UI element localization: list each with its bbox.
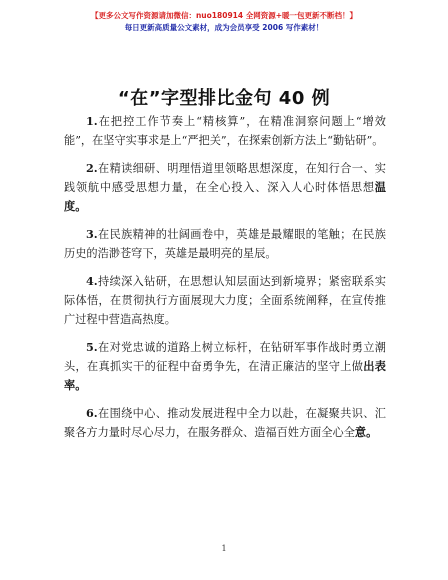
paragraph-text: 在民族精神的壮阔画卷中，英雄是最耀眼的笔触；在民族历史的浩渺苍穹下，英雄是最明亮的星辰。 [64, 228, 386, 260]
page-number: 1 [221, 544, 227, 553]
paragraph-tail: 温度。 [64, 180, 386, 213]
paragraph-2 [64, 159, 386, 216]
paragraph-4 [64, 272, 386, 329]
paragraph-number: 5. [86, 340, 98, 354]
document-body [64, 112, 386, 451]
paragraph-1 [64, 112, 386, 150]
banner-line-1: 【更多公文写作资源请加微信：nuo180914 全网资源+暖一包更新不断档！】 [90, 11, 358, 20]
paragraph-number: 3. [86, 227, 98, 241]
paragraph-number: 2. [86, 161, 98, 175]
page-title: “在”字型排比金句 40 例 [117, 88, 331, 109]
paragraph-number: 1. [86, 114, 98, 128]
paragraph-5 [64, 338, 386, 395]
paragraph-tail: 意。 [354, 425, 378, 439]
paragraph-number: 6. [86, 406, 98, 420]
paragraph-number: 4. [86, 274, 98, 288]
paragraph-text: 在把控工作节奏上“精核算”，在精准洞察问题上“增效能”，在坚守实事求是上“严把关”，在探索创新方法上“勤钻研”。 [64, 115, 386, 147]
paragraph-tail: 出表率。 [64, 359, 386, 392]
paragraph-text: 在精读细研、明理悟道里领略思想深度，在知行合一、实践领航中感受思想力量，在全心投入、深入人心时体悟思想 [64, 162, 386, 194]
banner-line-2: 每日更新高质量公文素材，成为会员享受 2006 写作素材！ [124, 23, 324, 32]
paragraph-6 [64, 404, 386, 442]
paragraph-3 [64, 225, 386, 263]
header-banner [0, 10, 448, 34]
paragraph-text: 在对党忠诚的道路上树立标杆，在钻研军事作战时勇立潮头，在真抓实干的征程中奋勇争先，在清正廉洁的坚守上做 [64, 341, 386, 373]
paragraph-text: 在围绕中心、推动发展进程中全力以赴，在凝聚共识、汇聚各方力量时尽心尽力，在服务群众、造福百姓方面全心全 [64, 407, 386, 439]
paragraph-text: 持续深入钻研，在思想认知层面达到新境界；紧密联系实际体悟，在贯彻执行方面展现大力度；全面系统阐释，在宣传推广过程中营造高热度。 [64, 275, 386, 326]
